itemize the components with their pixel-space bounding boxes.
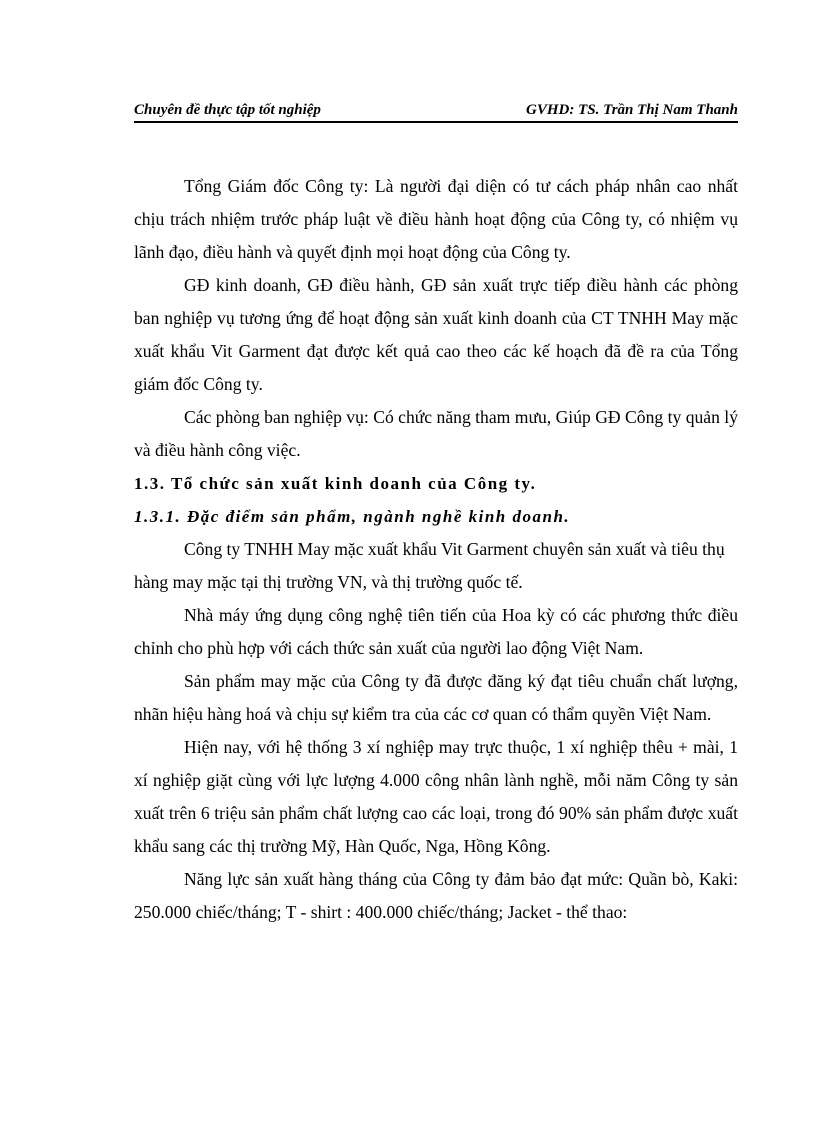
document-body (134, 170, 738, 929)
paragraph-technology: Nhà máy ứng dụng công nghệ tiên tiến của Hoa kỳ có các phương thức điều chỉnh cho phù hợp với cách thức sản xuất của người lao động Việt Nam. (134, 605, 738, 658)
header-document-title: Chuyên đề thực tập tốt nghiệp (134, 102, 321, 118)
paragraph-directors: GĐ kinh doanh, GĐ điều hành, GĐ sản xuất trực tiếp điều hành các phòng ban nghiệp vụ tương ứng để hoạt động sản xuất kinh doanh của CT TNHH May mặc xuất khẩu Vit Garment đạt được kết quả cao theo các kế hoạch đã đề ra của Tổng giám đốc Công ty. (134, 275, 738, 394)
subsection-heading: 1.3.1. Đặc điểm sản phẩm, ngành nghề kinh doanh. (134, 507, 571, 526)
paragraph-quality: Sản phẩm may mặc của Công ty đã được đăng ký đạt tiêu chuẩn chất lượng, nhãn hiệu hàng hoá và chịu sự kiểm tra của các cơ quan có thẩm quyền Việt Nam. (134, 671, 738, 724)
paragraph-general-director: Tổng Giám đốc Công ty: Là người đại diện có tư cách pháp nhân cao nhất chịu trách nhiệm trước pháp luật về điều hành hoạt động của Công ty, có nhiệm vụ lãnh đạo, điều hành và quyết định mọi hoạt động của Công ty. (134, 176, 738, 262)
paragraph-company-profile: Công ty TNHH May mặc xuất khẩu Vit Garment chuyên sản xuất và tiêu thụ hàng may mặc tại thị trường VN, và thị trường quốc tế. (134, 539, 725, 592)
header-divider (134, 121, 738, 123)
section-heading: 1.3. Tổ chức sản xuất kinh doanh của Công ty. (134, 474, 537, 493)
paragraph-departments: Các phòng ban nghiệp vụ: Có chức năng tham mưu, Giúp GĐ Công ty quản lý và điều hành công việc. (134, 407, 738, 460)
paragraph-capacity: Hiện nay, với hệ thống 3 xí nghiệp may trực thuộc, 1 xí nghiệp thêu + mài, 1 xí nghiệp giặt cùng với lực lượng 4.000 công nhân lành nghề, mỗi năm Công ty sản xuất trên 6 triệu sản phẩm chất lượng cao các loại, trong đó 90% sản phẩm được xuất khẩu sang các thị trường Mỹ, Hàn Quốc, Nga, Hồng Kông. (134, 737, 738, 856)
paragraph-monthly-output: Năng lực sản xuất hàng tháng của Công ty đảm bảo đạt mức: Quần bò, Kaki: 250.000 chiếc/tháng; T - shirt : 400.000 chiếc/tháng; Jacket - thể thao: (134, 869, 738, 922)
header-supervisor: GVHD: TS. Trần Thị Nam Thanh (526, 102, 738, 118)
page-header (134, 102, 738, 120)
